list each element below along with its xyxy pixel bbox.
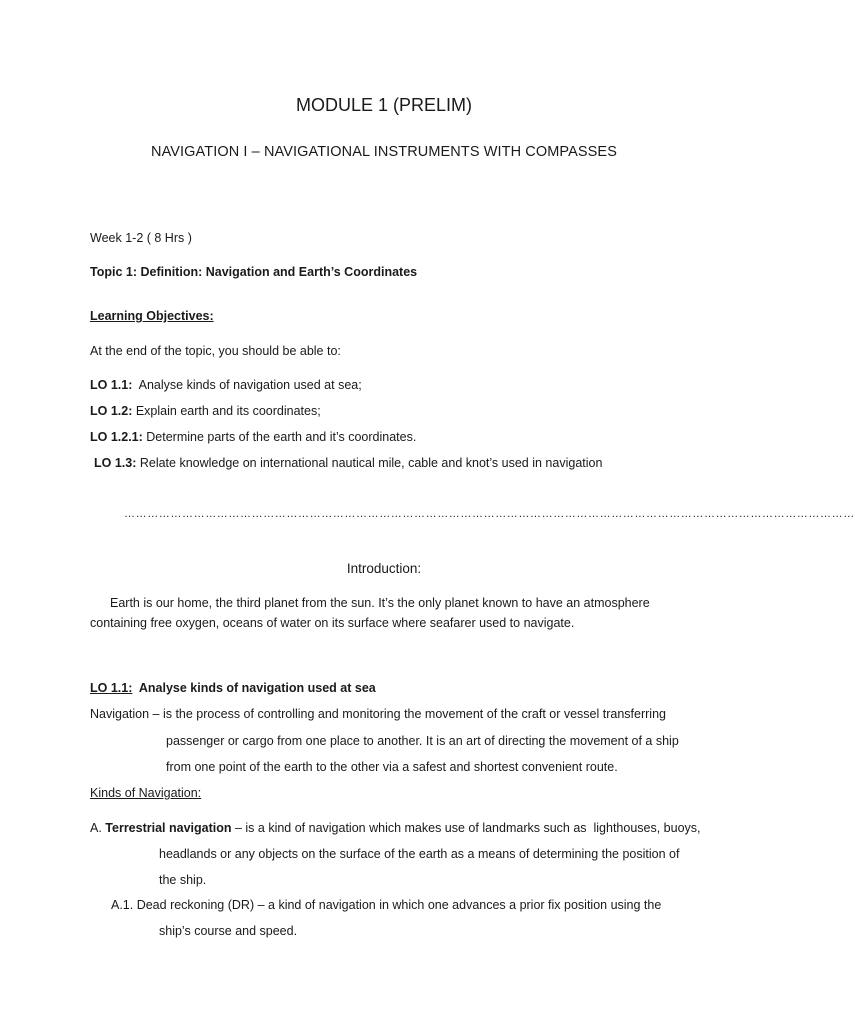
module-subtitle: NAVIGATION I – NAVIGATIONAL INSTRUMENTS WITH COMPASSES [151, 144, 617, 160]
objective-text: Determine parts of the earth and it’s coordinates. [142, 430, 417, 444]
section-heading [90, 679, 376, 697]
dotted-separator: ……………………………………………………………………………………………………………………………………………………………………… [124, 508, 855, 520]
objective-code: LO 1.2.1: [90, 430, 143, 444]
objective-text: Relate knowledge on international nautical mile, cable and knot’s used in navigation [136, 456, 603, 470]
objective-item [90, 376, 362, 394]
terrestrial-text: – is a kind of navigation which makes use of landmarks such as lighthouses, buoys, [231, 821, 701, 835]
dead-reckoning-line: A.1. Dead reckoning (DR) – a kind of navigation in which one advances a prior fix position using the [111, 898, 662, 912]
navigation-definition-line: from one point of the earth to the other via a safest and shortest convenient route. [166, 760, 618, 774]
objective-code: LO 1.2: [90, 404, 133, 418]
objective-code: LO 1.3: [94, 456, 137, 470]
intro-paragraph-line: containing free oxygen, oceans of water on its surface where seafarer used to navigate. [90, 616, 575, 630]
learning-objectives-heading: Learning Objectives: [90, 309, 214, 323]
topic-heading: Topic 1: Definition: Navigation and Earth’s Coordinates [90, 265, 418, 279]
terrestrial-prefix: A. [90, 821, 106, 835]
dead-reckoning-line: ship’s course and speed. [159, 924, 298, 938]
kinds-of-navigation-heading: Kinds of Navigation: [90, 786, 202, 800]
terrestrial-term: Terrestrial navigation [105, 821, 232, 835]
objective-item [94, 454, 602, 472]
section-title: Analyse kinds of navigation used at sea [132, 681, 376, 695]
objective-item [90, 428, 416, 446]
week-label: Week 1-2 ( 8 Hrs ) [90, 231, 192, 245]
module-title: MODULE 1 (PRELIM) [295, 95, 473, 115]
navigation-definition-line: passenger or cargo from one place to another. It is an art of directing the movement of a ship [166, 734, 679, 748]
introduction-heading: Introduction: [346, 561, 422, 576]
objective-item [90, 402, 321, 420]
section-code: LO 1.1: [90, 681, 133, 695]
navigation-definition-line: Navigation – is the process of controlling and monitoring the movement of the craft or vessel transferring [90, 707, 666, 721]
terrestrial-navigation-line [90, 819, 701, 837]
terrestrial-navigation-line: the ship. [159, 873, 207, 887]
terrestrial-navigation-line: headlands or any objects on the surface of the earth as a means of determining the position of [159, 847, 680, 861]
objective-text: Analyse kinds of navigation used at sea; [132, 378, 362, 392]
objective-code: LO 1.1: [90, 378, 133, 392]
intro-paragraph-line: Earth is our home, the third planet from the sun. It’s the only planet known to have an atmosphere [110, 596, 650, 610]
learning-objectives-intro: At the end of the topic, you should be able to: [90, 344, 341, 358]
objective-text: Explain earth and its coordinates; [132, 404, 321, 418]
